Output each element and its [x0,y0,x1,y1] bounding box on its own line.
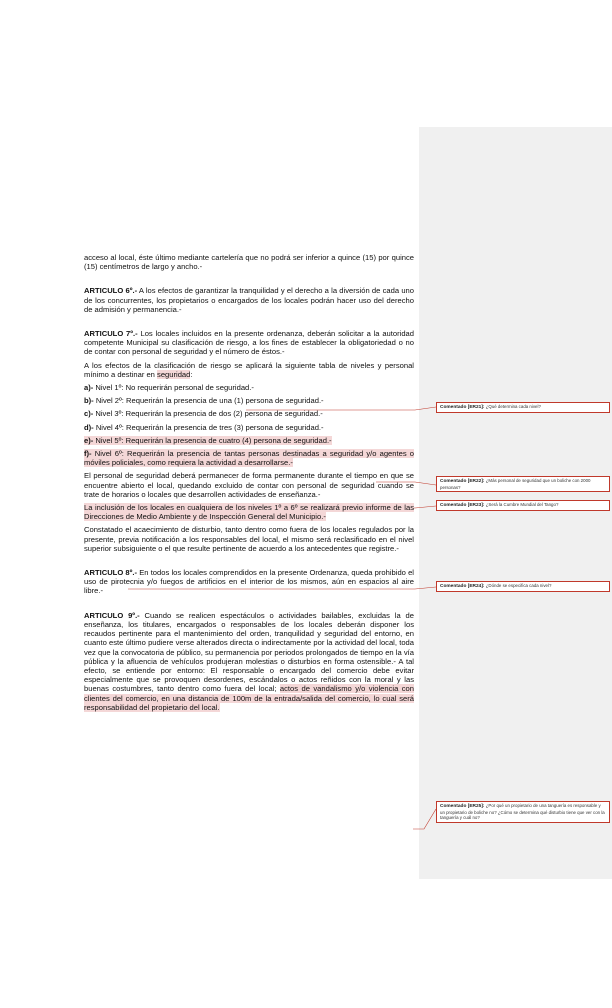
paragraph-constatado: Constatado el acaecimiento de disturbio, tanto dentro como fuera de los locales regulados por la presente, previa notificación a los responsables del local, el mismo será reclasificado en el nivel superior subsiguiente o el que resulte pertinente de acuerdo a los antecedentes que registre.- [84,525,414,553]
nivel-3 [84,409,414,418]
comment-text: ¿Qué determina cada nivel? [484,404,541,409]
article-7-heading: ARTICULO 7º.- [84,329,138,339]
nivel-letter: f)- [84,449,92,459]
paragraph-tabla [84,361,414,379]
article-7-text: Los locales incluidos en la presente ordenanza, deberán solicitar a la autoridad competente Municipal su clasificación de riesgo, a los fines de establecer la obligatoriedad o no de contar con personal de seguridad y el número de éstos.- [84,329,414,357]
nivel-letter: b)- [84,396,94,406]
comment-label: Comentado [ER23]: [440,503,485,508]
comment-er24[interactable] [436,581,610,592]
article-8-heading: ARTICULO 8º.- [84,568,138,578]
nivel-1 [84,383,414,392]
article-9-heading: ARTICULO 9º.- [84,610,140,620]
nivel-4 [84,423,414,432]
comment-label: Comentado [ER21]: [440,405,485,410]
nivel-text: Nivel 3º: Requerirán la presencia de dos (2) persona de seguridad.- [93,409,323,419]
highlight-seguridad[interactable]: seguridad [157,369,191,379]
nivel-letter: c)- [84,409,94,419]
nivel-letter: e)- [84,435,94,445]
comment-text: ¿Por qué un propietario de una tanguería es responsable y un propietario de boliche no? ¿Cómo se determina qué disturbio tiene que ver con la tanguería y cuál no? [440,803,605,821]
comment-text: ¿Más personal de seguridad que un boliche con 2000 personas? [440,478,591,490]
nivel-text: Nivel 1º: No requerirán personal de seguridad.- [93,383,254,393]
article-6-heading: ARTICULO 6º.- [84,286,138,296]
article-9-text: Cuando se realicen espectáculos o actividades bailables, excluidas la de enseñanza, los titulares, encargados o responsables de los locales deberán disponer los recaudos pertinente para el mantenimiento del orden, tranquilidad y seguridad del entorno, en cuanto este último pudiere verse alterados directa o indirectamente por la actividad del local, toda vez que la convocatoria de público, su permanencia por periodos prolongados de tiempo en la vía pública y la afluencia de vehículos produjeran molestias o disturbios en forma ostensible.- A tal efecto, se entiende por entorno: El responsable o encargado del comercio debe evitar especialmente que se provoquen desordenes, escándalos o actos reñidos con la moral y las buenas costumbres, tanto dentro como fuera del local; [84,610,414,694]
nivel-2 [84,396,414,405]
tabla-intro-end: : [190,369,193,379]
comment-label: Comentado [ER25]: [440,804,485,809]
article-6 [84,286,414,314]
highlight-vandalismo[interactable]: actos de vandalismo y/o violencia con clientes del comercio, en una distancia de 100m de la entrada/salida del comercio, lo cual será responsabilidad del propietario del local. [84,684,415,712]
article-6-text: A los efectos de garantizar la tranquilidad y el derecho a la diversión de cada uno de los concurrentes, los propietarios o encargados de los locales podrán hacer uso del derecho de admisión y permanencia.- [84,286,414,314]
nivel-text: Nivel 5º: Requerirán la presencia de cuatro (4) persona de seguridad.- [93,435,332,445]
paragraph-acceso: acceso al local, éste último mediante cartelería que no podrá ser inferior a quince (15) por quince (15) centímetros de largo y ancho.- [84,253,414,272]
comment-text: ¿Dónde se especifica cada nivel? [484,583,552,588]
nivel-text: Nivel 4º: Requerirán la presencia de tres (3) persona de seguridad.- [93,422,324,432]
connector-er25 [413,809,436,829]
comment-er23[interactable] [436,500,610,511]
article-9 [84,611,414,712]
tabla-intro: A los efectos de la clasificación de riesgo se aplicará la siguiente tabla de niveles y personal mínimo a destinar en [84,360,414,379]
comment-er25[interactable] [436,801,610,823]
article-8-text: En todos los locales comprendidos en la presente Ordenanza, queda prohibido el uso de pirotecnia y/o fuegos de artificios en el interior de los mismos, aún en espacios al aire libre.- [84,568,414,596]
paragraph-personal: El personal de seguridad deberá permanecer de forma permanente durante el tiempo en que se encuentre abierto el local, quedando excluido de contar con personal de seguridad cuando se trate de horarios o locales que desarrollen actividades de enseñanza.- [84,471,414,499]
nivel-letter: d)- [84,422,94,432]
highlight-nivel-6[interactable] [84,449,414,467]
comment-label: Comentado [ER22]: [440,479,485,484]
highlight-inclusion[interactable]: La inclusión de los locales en cualquiera de los niveles 1º a 6º se realizará previo informe de las Direcciones de Medio Ambiente y de Inspección General del Municipio.- [84,503,414,522]
nivel-text: Nivel 2º: Requerirán la presencia de una (1) persona de seguridad.- [93,396,324,406]
document-body [84,253,414,716]
paragraph-inclusion[interactable] [84,503,414,521]
highlight-nivel-5[interactable] [84,436,332,445]
nivel-letter: a)- [84,383,94,393]
comment-er21[interactable] [436,402,610,413]
article-7 [84,329,414,357]
comment-label: Comentado [ER24]: [440,584,485,589]
nivel-6[interactable] [84,449,414,467]
comment-er22[interactable] [436,476,610,492]
comment-text: ¿Será la Cumbre Mundial del Tango? [484,502,559,507]
nivel-text: Nivel 6º: Requerirán la presencia de tantas personas destinadas a seguridad y/o agentes o móviles policiales, como requiera la actividad a desarrollarse.- [84,449,414,468]
article-8 [84,568,414,596]
nivel-5[interactable] [84,436,414,445]
